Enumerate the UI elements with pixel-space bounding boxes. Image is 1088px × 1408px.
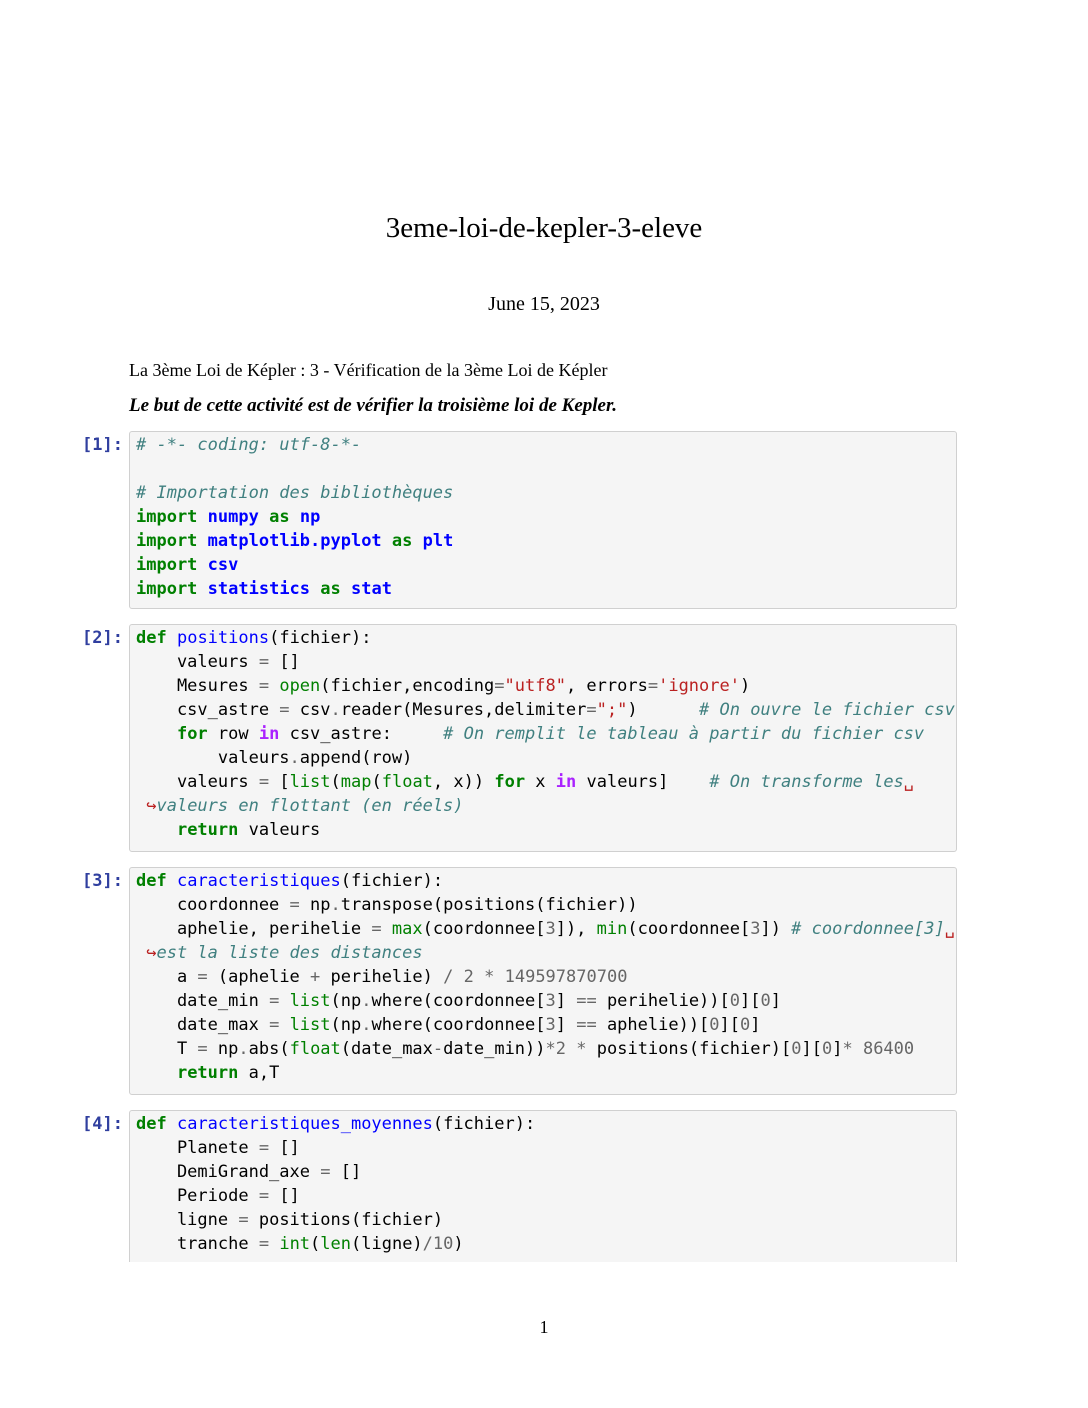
code-token: 0: [709, 1015, 720, 1035]
code-token: ][: [740, 991, 761, 1011]
code-token: [259, 507, 269, 527]
code-token: [136, 1063, 177, 1083]
code-token: valeurs: [238, 820, 321, 840]
code-token: .: [238, 1039, 249, 1059]
code-token: *: [545, 1039, 556, 1059]
code-token: [136, 724, 177, 744]
code-token: len: [320, 1234, 352, 1254]
code-token: [197, 531, 207, 551]
code-token: *: [484, 967, 495, 987]
code-token: =: [197, 1039, 208, 1059]
code-token: [167, 628, 177, 648]
code-line: [130, 893, 956, 917]
code-token: ==: [576, 991, 597, 1011]
code-token: ]: [832, 1039, 843, 1059]
code-token: valeurs]: [576, 772, 710, 792]
code-token: =: [494, 676, 505, 696]
code-token: map: [340, 772, 372, 792]
code-token: as: [269, 507, 290, 527]
code-line: [130, 577, 956, 601]
code-token: (fichier):: [340, 871, 444, 891]
code-token: as: [320, 579, 341, 599]
code-token: in: [258, 724, 280, 744]
code-token: Mesures: [136, 676, 259, 696]
code-token: (fichier):: [269, 628, 372, 648]
code-token: *: [842, 1039, 853, 1059]
code-line: [130, 746, 956, 770]
code-token: [494, 967, 504, 987]
code-token: =: [279, 700, 290, 720]
code-token: 3: [545, 1015, 556, 1035]
code-token: []: [269, 1186, 300, 1206]
code-token: .: [330, 895, 341, 915]
code-token: import: [136, 507, 198, 527]
code-token: plt: [422, 531, 454, 551]
code-token: stat: [351, 579, 392, 599]
code-token: [269, 676, 279, 696]
code-token: matplotlib.pyplot: [207, 531, 382, 551]
code-token: # On transforme les: [709, 772, 904, 792]
code-token: ][: [719, 1015, 741, 1035]
code-line: [130, 433, 956, 457]
code-token: =: [320, 1162, 331, 1182]
code-token: []: [330, 1162, 362, 1182]
code-token: est la liste des distances: [156, 943, 423, 963]
code-token: =: [371, 919, 382, 939]
code-token: aphelie))[: [596, 1015, 710, 1035]
code-token: 2: [555, 1039, 567, 1059]
code-token: abs(: [248, 1039, 290, 1059]
code-token: 2: [463, 967, 474, 987]
code-token: np: [299, 507, 321, 527]
code-token: import: [136, 531, 198, 551]
code-token: int: [279, 1234, 311, 1254]
code-line: [130, 722, 956, 746]
code-token: transpose(positions(fichier)): [340, 895, 638, 915]
code-token: (aphelie: [207, 967, 311, 987]
code-token: 3: [750, 919, 761, 939]
code-token: *: [576, 1039, 587, 1059]
code-line: [130, 941, 956, 965]
code-token: [453, 967, 463, 987]
code-token: ]): [760, 919, 792, 939]
code-token: [412, 531, 422, 551]
code-token: def: [136, 871, 167, 891]
code-line: [130, 770, 956, 794]
code-line: [130, 481, 956, 505]
code-token: where(coordonnee[: [371, 1015, 546, 1035]
code-token: (date_max: [340, 1039, 433, 1059]
code-token: =: [289, 895, 300, 915]
code-token: =: [258, 772, 270, 792]
code-token: Planete: [136, 1138, 259, 1158]
cell-prompt: [3]:: [82, 871, 123, 891]
code-token: in: [555, 772, 577, 792]
code-line: [130, 917, 956, 941]
code-token: positions: [176, 628, 270, 648]
code-cell[interactable]: [129, 867, 957, 1095]
code-token: csv_astre: [136, 700, 280, 720]
cell-prompt: [1]:: [82, 435, 123, 455]
code-token: (: [371, 772, 382, 792]
code-token: (fichier):: [432, 1114, 536, 1134]
code-line: [130, 989, 956, 1013]
code-token: date_min: [136, 991, 270, 1011]
code-token: ): [453, 1234, 464, 1254]
code-token: DemiGrand_axe: [136, 1162, 321, 1182]
code-token: list: [289, 991, 331, 1011]
code-token: [167, 1114, 177, 1134]
code-line: [130, 698, 956, 722]
code-token: positions(fichier): [248, 1210, 444, 1230]
code-token: +: [310, 967, 321, 987]
code-token: def: [136, 1114, 167, 1134]
code-token: =: [258, 1138, 270, 1158]
code-token: (fichier,encoding: [320, 676, 495, 696]
code-token: (np: [330, 1015, 362, 1035]
code-token: ]: [750, 1015, 761, 1035]
code-line: [130, 965, 956, 989]
code-token: a,T: [238, 1063, 280, 1083]
code-token: =: [258, 1234, 270, 1254]
code-line: [130, 1013, 956, 1037]
code-token: ]: [555, 1015, 577, 1035]
code-token: a: [136, 967, 198, 987]
code-line: [130, 794, 956, 818]
code-line: [130, 1208, 956, 1232]
code-token: /: [422, 1234, 433, 1254]
code-token: (: [310, 1234, 321, 1254]
code-token: =: [647, 676, 659, 696]
code-line: [130, 505, 956, 529]
code-token: date_max: [136, 1015, 270, 1035]
code-token: max: [391, 919, 423, 939]
code-token: =: [258, 652, 270, 672]
page-number: 1: [539, 1317, 549, 1337]
code-token: .: [361, 991, 372, 1011]
code-token: caracteristiques_moyennes: [176, 1114, 433, 1134]
code-line: [130, 869, 956, 893]
code-token: , errors: [565, 676, 648, 696]
code-line: [130, 1160, 956, 1184]
code-token: 0: [729, 991, 741, 1011]
code-token: valeurs en flottant (en réels): [156, 796, 464, 816]
code-token: ): [739, 676, 751, 696]
code-token: [279, 991, 289, 1011]
code-token: valeurs: [136, 652, 259, 672]
code-token: =: [197, 967, 208, 987]
document-title: 3eme-loi-de-kepler-3-eleve: [385, 212, 703, 244]
code-token: =: [258, 676, 270, 696]
code-token: .: [289, 748, 300, 768]
code-token: return: [176, 1063, 239, 1083]
code-cell[interactable]: [129, 1110, 957, 1262]
code-token: 'ignore': [658, 676, 740, 696]
code-token: =: [269, 1015, 280, 1035]
code-line: [130, 553, 956, 577]
code-token: row: [207, 724, 259, 744]
code-line: [130, 1184, 956, 1208]
code-line: [130, 457, 956, 481]
code-token: .: [330, 700, 341, 720]
code-token: csv_astre:: [279, 724, 444, 744]
code-token: ␣: [944, 919, 955, 939]
code-token: ligne: [136, 1210, 239, 1230]
code-token: [382, 531, 392, 551]
code-token: # -*- coding: utf-8-*-: [136, 435, 362, 455]
code-token: # coordonnee[3]: [791, 919, 945, 939]
code-token: 0: [740, 1015, 751, 1035]
code-token: =: [238, 1210, 249, 1230]
code-token: .: [361, 1015, 372, 1035]
code-line: [130, 650, 956, 674]
code-token: ↪: [136, 943, 157, 963]
code-token: 0: [791, 1039, 802, 1059]
code-token: [290, 507, 300, 527]
code-token: =: [258, 1186, 270, 1206]
code-token: Periode: [136, 1186, 259, 1206]
code-token: x: [525, 772, 556, 792]
code-token: coordonnee: [136, 895, 290, 915]
code-token: numpy: [207, 507, 259, 527]
code-token: valeurs: [136, 748, 290, 768]
code-line: [130, 1037, 956, 1061]
code-line: [130, 1232, 956, 1256]
code-token: statistics: [207, 579, 311, 599]
code-token: append(row): [299, 748, 413, 768]
code-token: date_min)): [443, 1039, 546, 1059]
code-token: list: [289, 1015, 331, 1035]
code-token: -: [432, 1039, 444, 1059]
document-date: June 15, 2023: [488, 293, 600, 315]
code-token: csv: [207, 555, 239, 575]
code-token: valeurs: [136, 772, 259, 792]
code-token: [853, 1039, 863, 1059]
cell-prompt: [4]:: [82, 1114, 123, 1134]
code-token: 0: [760, 991, 771, 1011]
code-cell[interactable]: [129, 624, 957, 852]
code-token: ==: [576, 1015, 597, 1035]
code-line: [130, 818, 956, 842]
code-token: 149597870700: [504, 967, 628, 987]
code-token: # On remplit le tableau à partir du fichier csv: [443, 724, 925, 744]
code-token: np: [299, 895, 331, 915]
code-token: (np: [330, 991, 362, 1011]
code-token: 3: [545, 991, 556, 1011]
code-line: [130, 529, 956, 553]
code-line: [130, 626, 956, 650]
code-token: # On ouvre le fichier csv: [699, 700, 955, 720]
code-token: (ligne): [351, 1234, 423, 1254]
code-line: [130, 1136, 956, 1160]
code-token: ␣: [903, 772, 915, 792]
code-token: []: [269, 1138, 300, 1158]
code-token: [310, 579, 320, 599]
code-token: float: [289, 1039, 341, 1059]
code-token: "utf8": [504, 676, 566, 696]
code-token: positions(fichier)[: [586, 1039, 792, 1059]
code-token: [474, 967, 484, 987]
code-token: [382, 919, 392, 939]
code-token: (coordonnee[: [422, 919, 546, 939]
code-token: []: [269, 652, 300, 672]
code-token: open: [279, 676, 321, 696]
code-token: for: [176, 724, 208, 744]
code-token: [566, 1039, 576, 1059]
code-token: reader(Mesures,delimiter: [340, 700, 587, 720]
code-token: /: [443, 967, 454, 987]
cell-prompt: [2]:: [82, 628, 123, 648]
code-token: (: [330, 772, 341, 792]
code-token: np: [207, 1039, 239, 1059]
code-line: [130, 674, 956, 698]
code-token: caracteristiques: [176, 871, 341, 891]
code-token: # Importation des bibliothèques: [136, 483, 454, 503]
code-line: [130, 1112, 956, 1136]
code-cell[interactable]: [129, 431, 957, 609]
code-token: ): [627, 700, 700, 720]
code-token: [136, 820, 177, 840]
code-token: [279, 1015, 289, 1035]
code-token: [197, 507, 207, 527]
code-token: tranche: [136, 1234, 259, 1254]
code-line: [130, 1061, 956, 1085]
code-token: csv: [289, 700, 331, 720]
code-token: ";": [596, 700, 628, 720]
code-token: [167, 871, 177, 891]
code-token: ]: [770, 991, 781, 1011]
code-token: perihelie): [320, 967, 444, 987]
code-token: for: [494, 772, 526, 792]
code-token: ↪: [136, 796, 157, 816]
goal-paragraph: Le but de cette activité est de vérifier la troisième loi de Kepler.: [129, 395, 618, 416]
code-token: [269, 1234, 279, 1254]
code-token: ]: [555, 991, 577, 1011]
code-token: aphelie, perihelie: [136, 919, 372, 939]
code-token: 3: [545, 919, 556, 939]
code-token: , x)): [432, 772, 495, 792]
code-token: where(coordonnee[: [371, 991, 546, 1011]
code-token: (coordonnee[: [627, 919, 751, 939]
code-token: T: [136, 1039, 198, 1059]
code-token: =: [586, 700, 597, 720]
code-token: [341, 579, 351, 599]
code-token: 0: [821, 1039, 833, 1059]
code-token: =: [269, 991, 280, 1011]
code-token: list: [289, 772, 331, 792]
code-token: [197, 555, 207, 575]
code-token: as: [391, 531, 413, 551]
intro-paragraph: La 3ème Loi de Képler : 3 - Vérification de la 3ème Loi de Képler: [129, 360, 608, 380]
code-token: min: [596, 919, 628, 939]
code-token: def: [136, 628, 167, 648]
code-token: 86400: [862, 1039, 915, 1059]
code-token: [197, 579, 207, 599]
code-token: perihelie))[: [596, 991, 730, 1011]
code-token: [: [269, 772, 290, 792]
code-token: float: [381, 772, 433, 792]
code-token: import: [136, 579, 198, 599]
code-token: ]),: [555, 919, 597, 939]
code-token: ][: [801, 1039, 822, 1059]
code-token: return: [176, 820, 239, 840]
code-token: import: [136, 555, 198, 575]
code-token: 10: [432, 1234, 454, 1254]
